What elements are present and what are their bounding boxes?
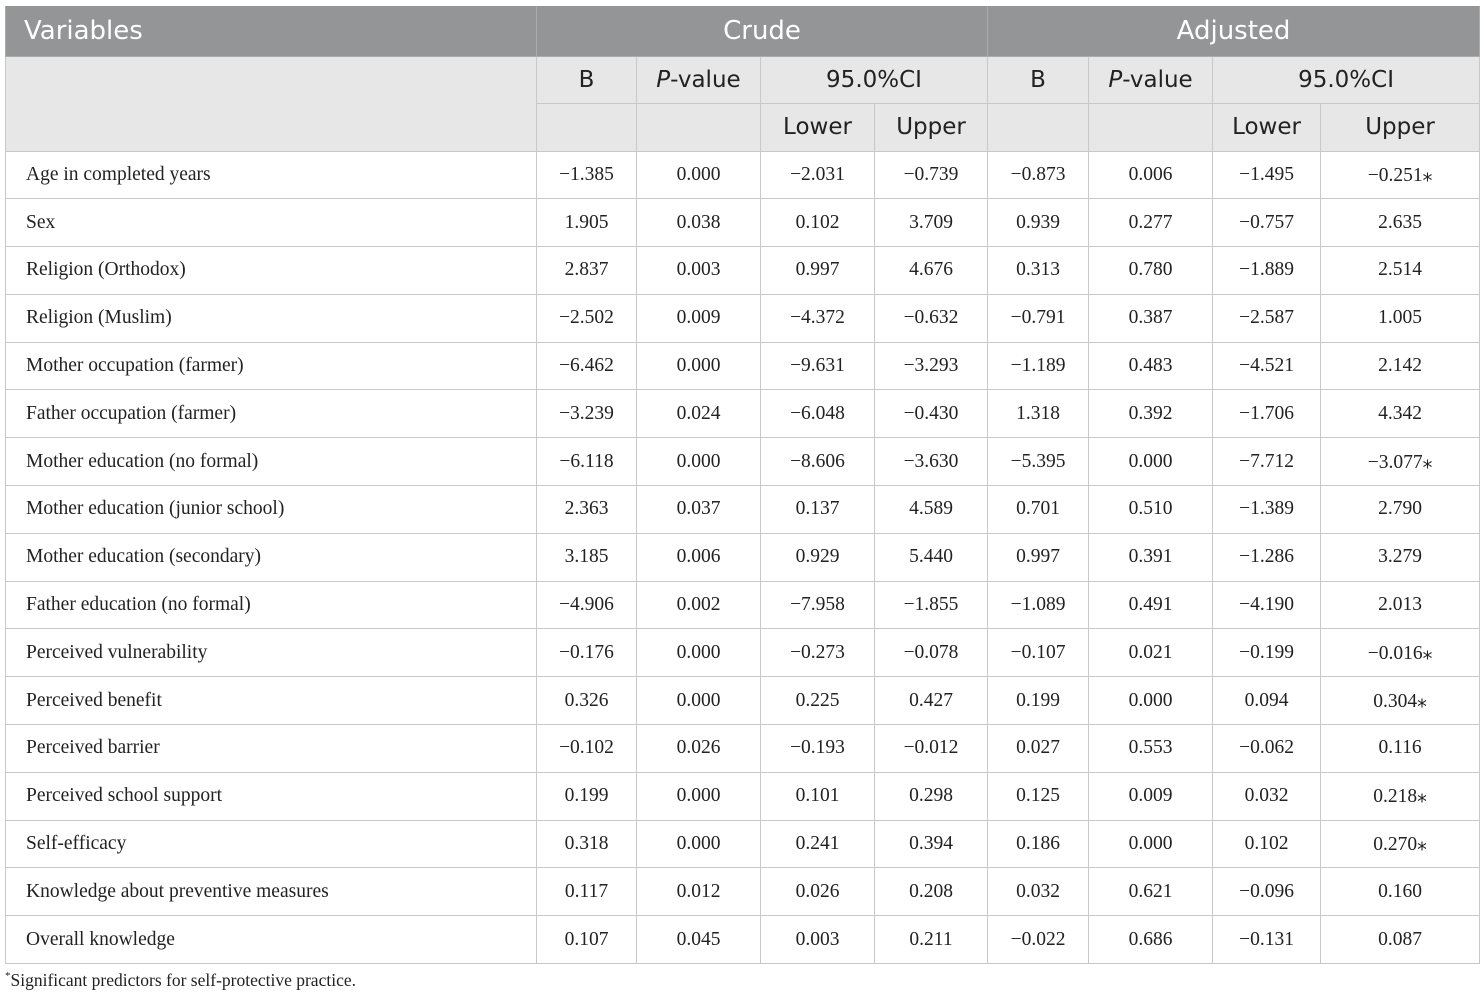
regression-table [5,6,1480,964]
cell-crude-lower: 0.003 [761,916,875,964]
cell-crude-p: 0.000 [637,438,761,486]
empty-header-cell [6,56,537,151]
footnote-text: Significant predictors for self-protective practice. [10,970,356,990]
cell-crude-b: 0.199 [537,772,637,820]
cell-variable: Knowledge about preventive measures [6,868,537,916]
cell-variable: Mother occupation (farmer) [6,342,537,390]
cell-crude-p: 0.003 [637,247,761,295]
table-row [6,199,1480,247]
adjusted-p-header [1089,56,1213,103]
cell-crude-b: 0.107 [537,916,637,964]
cell-crude-p: 0.038 [637,199,761,247]
cell-crude-p: 0.006 [637,533,761,581]
table-row [6,772,1480,820]
adjusted-upper-header: Upper [1321,103,1480,151]
cell-crude-upper: −0.078 [875,629,988,677]
cell-adj-p: 0.392 [1089,390,1213,438]
crude-ci-header: 95.0%CI [761,56,988,103]
cell-adj-b: −0.873 [988,151,1089,199]
cell-crude-upper: −3.293 [875,342,988,390]
cell-crude-p: 0.000 [637,629,761,677]
cell-variable: Father education (no formal) [6,581,537,629]
crude-b-header: B [537,56,637,103]
cell-adj-upper: −3.077⁎ [1321,438,1480,486]
adjusted-p-empty [1089,103,1213,151]
cell-crude-b: 0.117 [537,868,637,916]
cell-adj-lower: −4.190 [1213,581,1321,629]
cell-crude-lower: 0.929 [761,533,875,581]
cell-crude-lower: −7.958 [761,581,875,629]
cell-crude-b: −2.502 [537,294,637,342]
cell-variable: Mother education (secondary) [6,533,537,581]
cell-crude-p: 0.002 [637,581,761,629]
cell-crude-lower: −0.273 [761,629,875,677]
cell-adj-p: 0.391 [1089,533,1213,581]
cell-crude-lower: −2.031 [761,151,875,199]
table-row [6,629,1480,677]
cell-variable: Father occupation (farmer) [6,390,537,438]
cell-crude-upper: −0.012 [875,725,988,773]
cell-crude-lower: −8.606 [761,438,875,486]
cell-crude-upper: 0.208 [875,868,988,916]
cell-crude-p: 0.000 [637,772,761,820]
cell-crude-lower: 0.026 [761,868,875,916]
cell-adj-upper: 2.790 [1321,486,1480,534]
cell-adj-b: 0.186 [988,820,1089,868]
cell-crude-p: 0.000 [637,342,761,390]
crude-p-empty [637,103,761,151]
table-row [6,820,1480,868]
cell-crude-p: 0.000 [637,151,761,199]
table-footnote [5,970,356,991]
cell-crude-b: −0.102 [537,725,637,773]
adjusted-b-empty [988,103,1089,151]
cell-adj-lower: −1.889 [1213,247,1321,295]
cell-crude-upper: 0.427 [875,677,988,725]
p-italic: P [656,66,671,93]
adjusted-lower-header: Lower [1213,103,1321,151]
crude-p-header [637,56,761,103]
p-suffix: -value [1122,66,1193,93]
cell-crude-upper: −0.739 [875,151,988,199]
cell-crude-b: 3.185 [537,533,637,581]
cell-crude-upper: 4.676 [875,247,988,295]
cell-adj-lower: −1.495 [1213,151,1321,199]
cell-adj-upper: 0.304⁎ [1321,677,1480,725]
table-row [6,390,1480,438]
cell-adj-p: 0.009 [1089,772,1213,820]
cell-variable: Religion (Orthodox) [6,247,537,295]
cell-adj-b: 0.997 [988,533,1089,581]
cell-crude-upper: 0.211 [875,916,988,964]
table-row [6,581,1480,629]
cell-crude-lower: −0.193 [761,725,875,773]
cell-variable: Perceived benefit [6,677,537,725]
p-suffix: -value [670,66,741,93]
cell-adj-upper: 1.005 [1321,294,1480,342]
cell-crude-p: 0.000 [637,677,761,725]
table-row [6,486,1480,534]
cell-crude-lower: 0.102 [761,199,875,247]
cell-adj-b: −0.791 [988,294,1089,342]
cell-crude-b: 2.837 [537,247,637,295]
cell-crude-lower: 0.241 [761,820,875,868]
cell-adj-b: 0.125 [988,772,1089,820]
cell-adj-b: 0.701 [988,486,1089,534]
cell-adj-b: −0.022 [988,916,1089,964]
cell-adj-b: 1.318 [988,390,1089,438]
cell-variable: Overall knowledge [6,916,537,964]
cell-adj-lower: −1.706 [1213,390,1321,438]
table-row [6,677,1480,725]
cell-adj-upper: 0.116 [1321,725,1480,773]
cell-adj-lower: 0.094 [1213,677,1321,725]
cell-adj-upper: −0.251⁎ [1321,151,1480,199]
variables-header: Variables [6,6,537,56]
cell-adj-lower: −7.712 [1213,438,1321,486]
cell-crude-p: 0.026 [637,725,761,773]
crude-lower-header: Lower [761,103,875,151]
cell-adj-upper: 4.342 [1321,390,1480,438]
cell-crude-lower: 0.101 [761,772,875,820]
cell-adj-upper: 0.218⁎ [1321,772,1480,820]
cell-crude-p: 0.024 [637,390,761,438]
cell-adj-p: 0.000 [1089,677,1213,725]
cell-crude-b: −4.906 [537,581,637,629]
group-header-row [6,6,1480,56]
cell-adj-upper: 0.087 [1321,916,1480,964]
regression-table-container [5,6,1479,964]
footnote-marker: * [5,970,11,983]
cell-adj-lower: −1.389 [1213,486,1321,534]
table-row [6,342,1480,390]
cell-variable: Mother education (junior school) [6,486,537,534]
table-row [6,294,1480,342]
cell-adj-b: 0.939 [988,199,1089,247]
cell-crude-b: 0.326 [537,677,637,725]
cell-adj-upper: 2.013 [1321,581,1480,629]
cell-adj-lower: 0.032 [1213,772,1321,820]
cell-crude-upper: −0.632 [875,294,988,342]
cell-crude-b: 1.905 [537,199,637,247]
cell-adj-p: 0.000 [1089,438,1213,486]
cell-adj-lower: −0.096 [1213,868,1321,916]
table-row [6,247,1480,295]
cell-crude-upper: 5.440 [875,533,988,581]
cell-crude-lower: 0.137 [761,486,875,534]
cell-adj-upper: 2.514 [1321,247,1480,295]
crude-header: Crude [537,6,988,56]
cell-adj-p: 0.553 [1089,725,1213,773]
cell-crude-upper: −3.630 [875,438,988,486]
cell-variable: Sex [6,199,537,247]
cell-adj-b: 0.199 [988,677,1089,725]
cell-adj-lower: −1.286 [1213,533,1321,581]
cell-adj-lower: −0.062 [1213,725,1321,773]
table-row [6,868,1480,916]
cell-variable: Perceived barrier [6,725,537,773]
adjusted-b-header: B [988,56,1089,103]
cell-variable: Self-efficacy [6,820,537,868]
cell-adj-lower: −0.757 [1213,199,1321,247]
cell-crude-p: 0.009 [637,294,761,342]
cell-adj-upper: 3.279 [1321,533,1480,581]
cell-adj-b: 0.027 [988,725,1089,773]
cell-adj-p: 0.686 [1089,916,1213,964]
table-body [6,151,1480,964]
cell-crude-b: −6.118 [537,438,637,486]
cell-crude-b: −1.385 [537,151,637,199]
cell-adj-upper: 0.270⁎ [1321,820,1480,868]
crude-b-empty [537,103,637,151]
cell-adj-lower: 0.102 [1213,820,1321,868]
cell-adj-upper: 2.635 [1321,199,1480,247]
cell-variable: Perceived school support [6,772,537,820]
cell-adj-b: −0.107 [988,629,1089,677]
cell-crude-upper: 4.589 [875,486,988,534]
cell-adj-b: 0.313 [988,247,1089,295]
adjusted-header: Adjusted [988,6,1480,56]
table-row [6,916,1480,964]
cell-crude-b: −3.239 [537,390,637,438]
cell-crude-p: 0.000 [637,820,761,868]
cell-adj-upper: −0.016⁎ [1321,629,1480,677]
cell-variable: Perceived vulnerability [6,629,537,677]
cell-variable: Religion (Muslim) [6,294,537,342]
column-header-row [6,56,1480,103]
cell-crude-p: 0.045 [637,916,761,964]
cell-adj-b: −1.189 [988,342,1089,390]
cell-adj-lower: −0.199 [1213,629,1321,677]
cell-adj-lower: −4.521 [1213,342,1321,390]
cell-adj-p: 0.000 [1089,820,1213,868]
cell-crude-upper: 3.709 [875,199,988,247]
cell-crude-upper: 0.394 [875,820,988,868]
cell-adj-b: 0.032 [988,868,1089,916]
cell-crude-upper: 0.298 [875,772,988,820]
cell-adj-p: 0.021 [1089,629,1213,677]
cell-crude-b: −0.176 [537,629,637,677]
crude-upper-header: Upper [875,103,988,151]
p-italic: P [1108,66,1123,93]
cell-adj-p: 0.491 [1089,581,1213,629]
cell-crude-b: 0.318 [537,820,637,868]
cell-crude-lower: −6.048 [761,390,875,438]
table-row [6,151,1480,199]
cell-crude-b: 2.363 [537,486,637,534]
cell-adj-p: 0.780 [1089,247,1213,295]
cell-crude-upper: −0.430 [875,390,988,438]
cell-adj-p: 0.621 [1089,868,1213,916]
cell-crude-lower: −9.631 [761,342,875,390]
table-row [6,725,1480,773]
cell-adj-p: 0.387 [1089,294,1213,342]
cell-crude-lower: 0.225 [761,677,875,725]
cell-variable: Mother education (no formal) [6,438,537,486]
cell-adj-p: 0.483 [1089,342,1213,390]
cell-adj-upper: 0.160 [1321,868,1480,916]
cell-adj-lower: −0.131 [1213,916,1321,964]
cell-adj-b: −5.395 [988,438,1089,486]
cell-adj-upper: 2.142 [1321,342,1480,390]
cell-variable: Age in completed years [6,151,537,199]
cell-crude-p: 0.012 [637,868,761,916]
cell-adj-p: 0.006 [1089,151,1213,199]
cell-crude-p: 0.037 [637,486,761,534]
cell-adj-lower: −2.587 [1213,294,1321,342]
cell-crude-lower: 0.997 [761,247,875,295]
cell-crude-upper: −1.855 [875,581,988,629]
cell-adj-p: 0.510 [1089,486,1213,534]
cell-adj-p: 0.277 [1089,199,1213,247]
cell-adj-b: −1.089 [988,581,1089,629]
table-row [6,533,1480,581]
table-row [6,438,1480,486]
adjusted-ci-header: 95.0%CI [1213,56,1480,103]
cell-crude-lower: −4.372 [761,294,875,342]
cell-crude-b: −6.462 [537,342,637,390]
